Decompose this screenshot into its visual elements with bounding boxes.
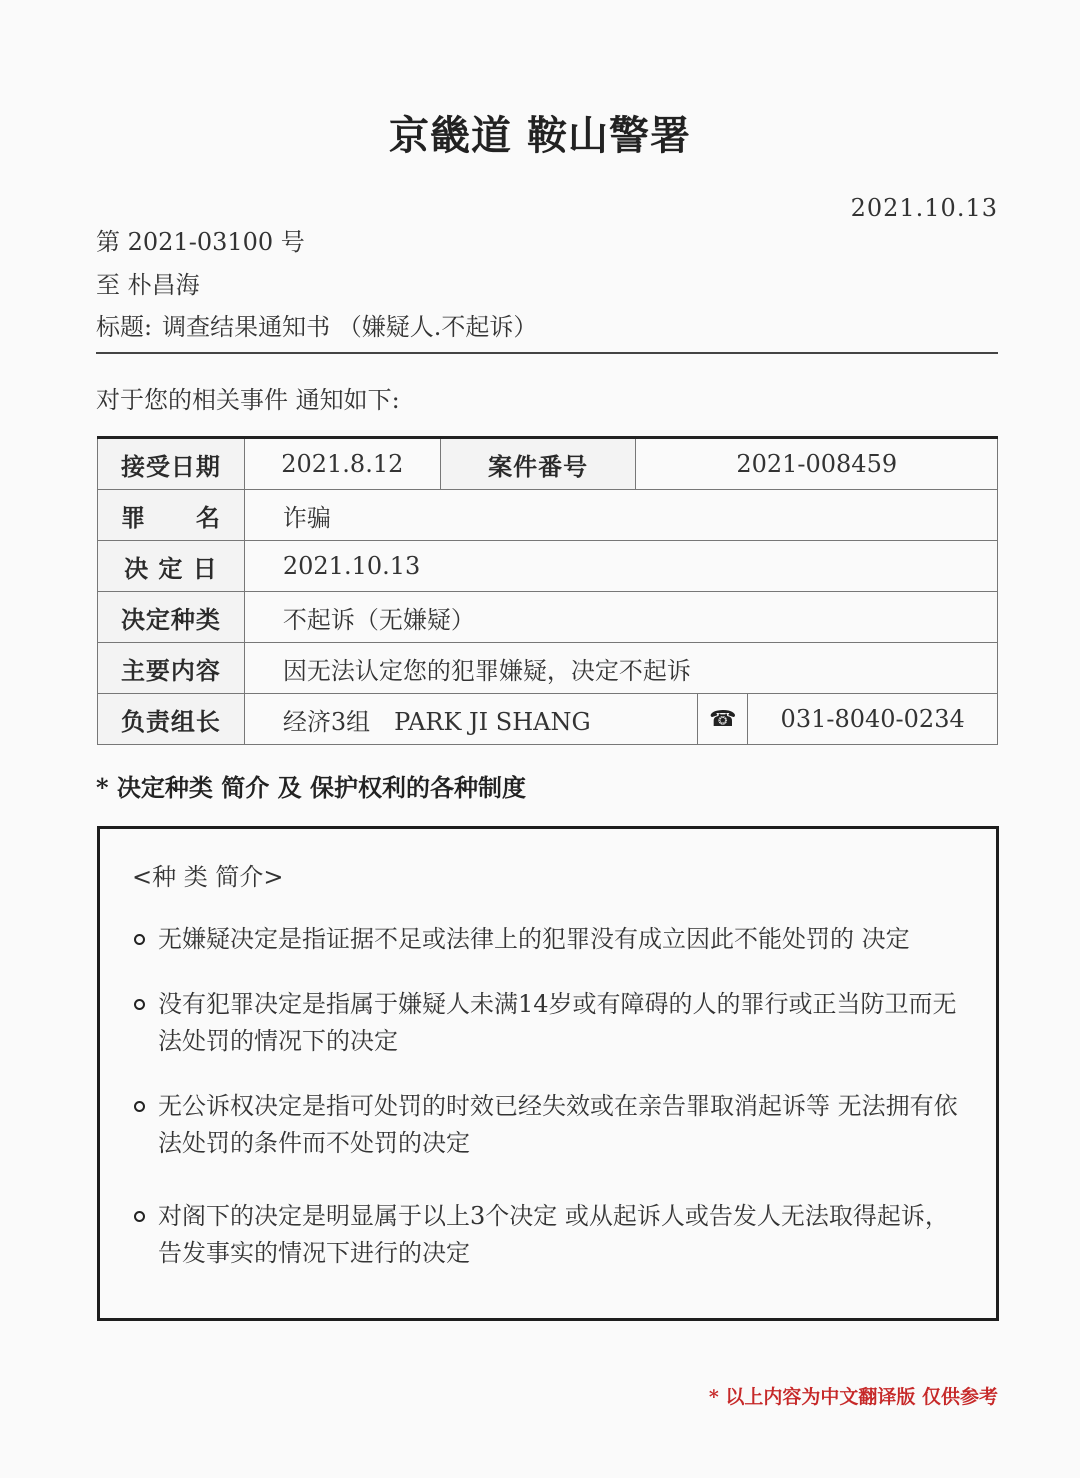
header-divider [96, 352, 998, 354]
received-date-label: 接受日期 [98, 438, 245, 490]
decision-types-box [97, 826, 999, 1321]
recipient: 至 朴昌海 [96, 271, 200, 299]
table-row [98, 694, 998, 745]
list-item [132, 1088, 972, 1162]
document-date: 2021.10.13 [850, 194, 998, 222]
intro-text: 对于您的相关事件 通知如下: [96, 386, 400, 414]
box-title: <种 类 简介> [132, 863, 284, 891]
decision-type-label: 决定种类 [98, 592, 245, 643]
decision-date-label: 决 定 日 [98, 541, 245, 592]
bullet-icon [134, 1101, 145, 1112]
translation-footnote: * 以上内容为中文翻译版 仅供参考 [708, 1386, 998, 1408]
list-item [132, 921, 972, 958]
team-leader-label: 负责组长 [98, 694, 245, 745]
case-number-label: 案件番号 [440, 438, 636, 490]
decision-type-value: 不起诉（无嫌疑） [244, 592, 997, 643]
table-row [98, 438, 998, 490]
document-number: 第 2021-03100 号 [96, 228, 305, 256]
bullet-text: 无嫌疑决定是指证据不足或法律上的犯罪没有成立因此不能处罚的 决定 [158, 925, 910, 953]
team-leader-value: 经济3组 PARK JI SHANG [244, 694, 697, 745]
table-row [98, 592, 998, 643]
main-content-value: 因无法认定您的犯罪嫌疑，决定不起诉 [244, 643, 997, 694]
phone-icon: ☎ [698, 694, 748, 745]
subject-line [96, 307, 537, 342]
bullet-icon [134, 934, 145, 945]
table-row [98, 541, 998, 592]
received-date-value: 2021.8.12 [244, 438, 440, 490]
list-item [132, 986, 972, 1060]
subject-label: 标题: [96, 313, 153, 341]
table-row [98, 490, 998, 541]
bullet-icon [134, 999, 145, 1010]
phone-number: 031-8040-0234 [748, 694, 998, 745]
case-number-value: 2021-008459 [636, 438, 998, 490]
decision-date-value: 2021.10.13 [244, 541, 997, 592]
page-title: 京畿道 鞍山警署 [389, 112, 691, 159]
crime-value: 诈骗 [244, 490, 997, 541]
table-row [98, 643, 998, 694]
bullet-icon [134, 1211, 145, 1222]
case-info-table [97, 436, 998, 745]
main-content-label: 主要内容 [98, 643, 245, 694]
subject-value: 调查结果通知书 （嫌疑人.不起诉） [162, 313, 538, 341]
section-heading: * 决定种类 简介 及 保护权利的各种制度 [96, 773, 526, 802]
crime-label: 罪 名 [98, 490, 245, 541]
bullet-text: 对阁下的决定是明显属于以上3个决定 或从起诉人或告发人无法取得起诉，告发事实的情况下进行的决定 [158, 1202, 949, 1267]
bullet-text: 没有犯罪决定是指属于嫌疑人未满14岁或有障碍的人的罪行或正当防卫而无法处罚的情况下的决定 [158, 990, 957, 1055]
list-item [132, 1198, 972, 1272]
bullet-text: 无公诉权决定是指可处罚的时效已经失效或在亲告罪取消起诉等 无法拥有依法处罚的条件而不处罚的决定 [158, 1092, 958, 1157]
